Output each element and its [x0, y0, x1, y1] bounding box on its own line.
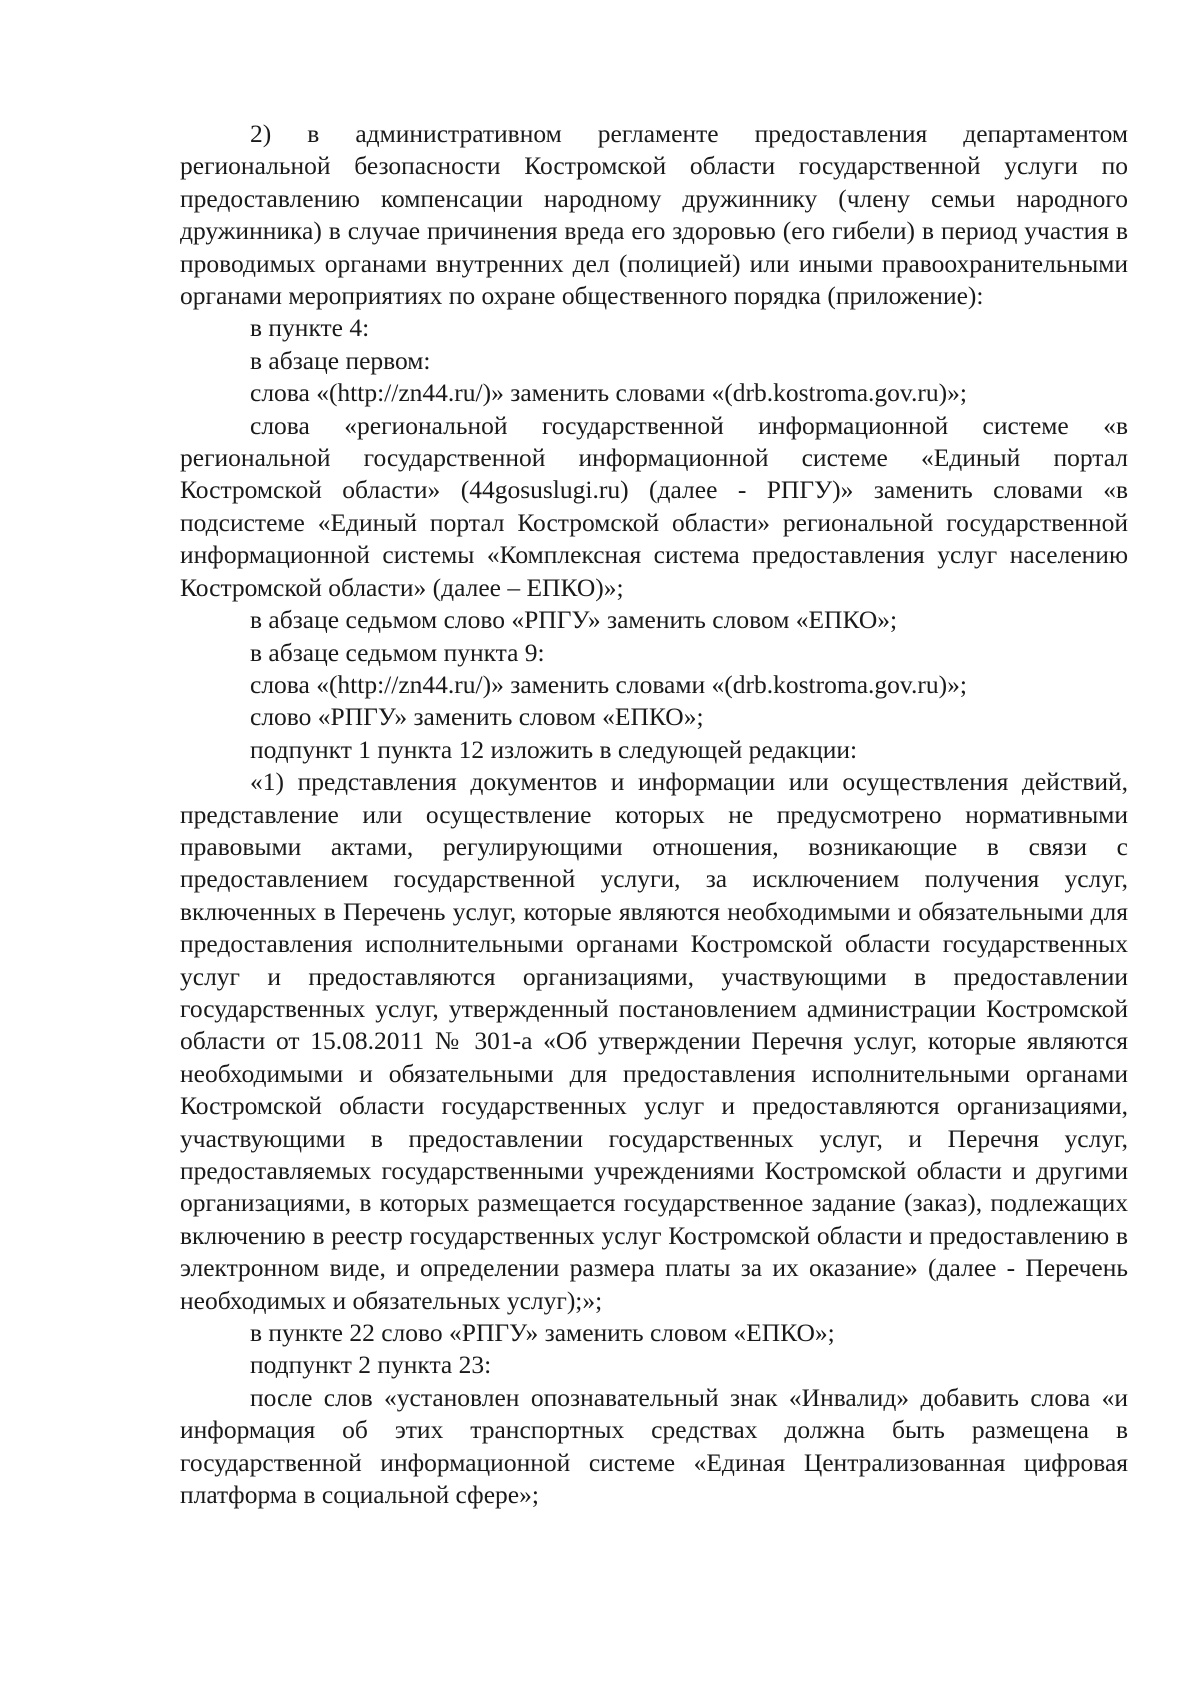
paragraph-replace-rpgu-system: слова «региональной государственной информационной системе «в региональной государственной информационной системе «Единый портал Костромской области» (44gosuslugi.ru) (далее - РПГУ)» заменить словами «в подсистеме «Единый портал Костромской области» региональной государственной информационной системы «Комплексная система предоставления услуг населению Костромской области» (далее – ЕПКО)»; — [180, 410, 1128, 602]
paragraph-seventh-subparagraph-point-9: в абзаце седьмом пункта 9: — [250, 637, 545, 667]
paragraph-regulation-intro: 2) в административном регламенте предоставления департаментом региональной безопасности Костромской области государственной услуги по предоставлению компенсации народному дружиннику (члену семьи народного дружинника) в случае причинения вреда его здоровью (его гибели) в период участия в проводимых органами внутренних дел (полицией) или иными правоохранительными органами мероприятиях по охране общественного порядка (приложение): — [180, 119, 1128, 311]
paragraph-replace-url-2: слова «(http://zn44.ru/)» заменить словами «(drb.kostroma.gov.ru)»; — [250, 669, 967, 699]
paragraph-replace-word-rpgu: слово «РПГУ» заменить словом «ЕПКО»; — [250, 702, 704, 732]
paragraph-subpoint-2-point-23: подпункт 2 пункта 23: — [250, 1350, 492, 1380]
paragraph-add-words-invalid: после слов «установлен опознавательный знак «Инвалид» добавить слова «и информация об этих транспортных средствах должна быть размещена в государственной информационной системе «Единая Централизованная цифровая платформа в социальной сфере»; — [180, 1382, 1128, 1510]
paragraph-subpoint-1-point-12: подпункт 1 пункта 12 изложить в следующей редакции: — [250, 734, 858, 764]
paragraph-point-22: в пункте 22 слово «РПГУ» заменить словом «ЕПКО»; — [250, 1318, 835, 1348]
paragraph-point-4: в пункте 4: — [250, 313, 370, 343]
paragraph-replace-url-1: слова «(http://zn44.ru/)» заменить словами «(drb.kostroma.gov.ru)»; — [250, 378, 967, 408]
paragraph-new-wording: «1) представления документов и информации или осуществления действий, представление или осуществление которых не предусмотрено нормативными правовыми актами, регулирующими отношения, возникающие в связи с предоставлением государственной услуги, за исключением получения услуг, включенных в Перечень услуг, которые являются необходимыми и обязательными для предоставления исполнительными органами Костромской области государственных услуг и предоставляются организациями, участвующими в предоставлении государственных услуг, утвержденный постановлением администрации Костромской области от 15.08.2011 № 301-а «Об утверждении Перечня услуг, которые являются необходимыми и обязательными для предоставления исполнительными органами Костромской области государственных услуг и предоставляются организациями, участвующими в предоставлении государственных услуг, и Перечня услуг, предоставляемых государственными учреждениями Костромской области и другими организациями, в которых размещается государственное задание (заказ), подлежащих включению в реестр государственных услуг Костромской области и предоставлению в электронном виде, и определении размера платы за их оказание» (далее - Перечень необходимых и обязательных услуг);»; — [180, 767, 1128, 1315]
paragraph-seventh-subparagraph-word: в абзаце седьмом слово «РПГУ» заменить словом «ЕПКО»; — [250, 605, 898, 635]
paragraph-first-subparagraph: в абзаце первом: — [250, 345, 431, 375]
document-body — [180, 118, 1128, 1511]
